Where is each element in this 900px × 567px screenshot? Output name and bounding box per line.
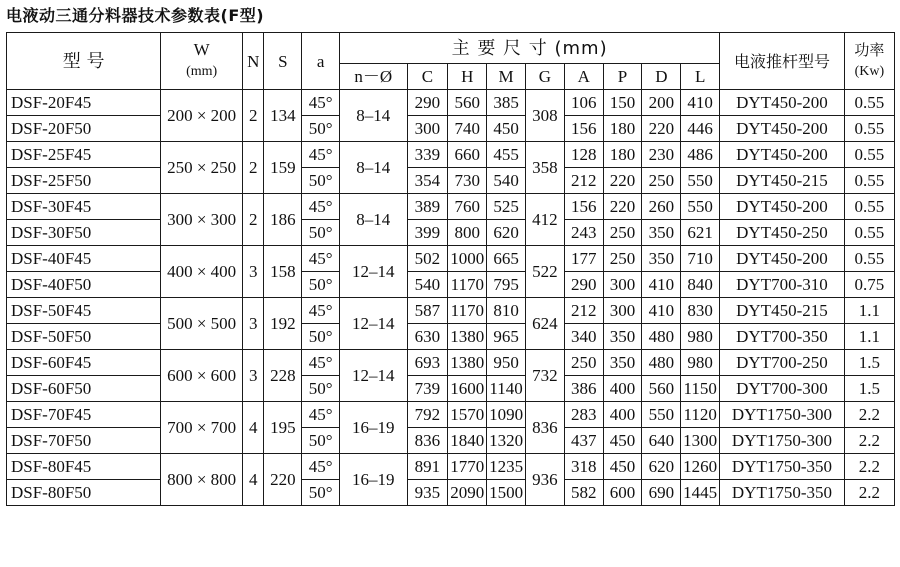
l-cell: 550 <box>681 194 720 220</box>
header-a-dim: A <box>564 64 603 90</box>
power-cell: 2.2 <box>844 454 894 480</box>
p-cell: 400 <box>603 402 642 428</box>
a-dim-cell: 243 <box>564 220 603 246</box>
l-cell: 550 <box>681 168 720 194</box>
s-cell: 195 <box>264 402 302 454</box>
table-row <box>7 376 895 402</box>
c-cell: 693 <box>407 350 448 376</box>
c-cell: 389 <box>407 194 448 220</box>
header-n: N <box>243 33 264 90</box>
a-dim-cell: 128 <box>564 142 603 168</box>
c-cell: 792 <box>407 402 448 428</box>
nphi-cell: 8–14 <box>340 90 407 142</box>
l-cell: 710 <box>681 246 720 272</box>
g-cell: 358 <box>525 142 564 194</box>
power-cell: 0.55 <box>844 194 894 220</box>
g-cell: 732 <box>525 350 564 402</box>
d-cell: 550 <box>642 402 681 428</box>
actuator-cell: DYT450-200 <box>720 246 845 272</box>
l-cell: 840 <box>681 272 720 298</box>
m-cell: 620 <box>487 220 526 246</box>
nphi-cell: 16–19 <box>340 454 407 506</box>
actuator-cell: DYT1750-300 <box>720 428 845 454</box>
l-cell: 486 <box>681 142 720 168</box>
h-cell: 730 <box>448 168 487 194</box>
a-dim-cell: 212 <box>564 168 603 194</box>
model-cell: DSF-20F50 <box>7 116 161 142</box>
p-cell: 350 <box>603 350 642 376</box>
actuator-cell: DYT1750-350 <box>720 480 845 506</box>
p-cell: 450 <box>603 428 642 454</box>
a-dim-cell: 250 <box>564 350 603 376</box>
d-cell: 560 <box>642 376 681 402</box>
d-cell: 350 <box>642 246 681 272</box>
l-cell: 1445 <box>681 480 720 506</box>
nphi-cell: 8–14 <box>340 194 407 246</box>
m-cell: 455 <box>487 142 526 168</box>
actuator-cell: DYT700-250 <box>720 350 845 376</box>
actuator-cell: DYT1750-300 <box>720 402 845 428</box>
g-cell: 624 <box>525 298 564 350</box>
h-cell: 1840 <box>448 428 487 454</box>
power-cell: 1.1 <box>844 298 894 324</box>
h-cell: 1380 <box>448 350 487 376</box>
table-row <box>7 194 895 220</box>
n-cell: 3 <box>243 298 264 350</box>
c-cell: 935 <box>407 480 448 506</box>
n-cell: 3 <box>243 246 264 298</box>
c-cell: 300 <box>407 116 448 142</box>
angle-cell: 45° <box>302 402 340 428</box>
table-row <box>7 402 895 428</box>
g-cell: 836 <box>525 402 564 454</box>
header-w-label: W <box>193 40 210 59</box>
table-row <box>7 350 895 376</box>
a-dim-cell: 386 <box>564 376 603 402</box>
power-cell: 2.2 <box>844 402 894 428</box>
d-cell: 690 <box>642 480 681 506</box>
g-cell: 936 <box>525 454 564 506</box>
angle-cell: 45° <box>302 298 340 324</box>
a-dim-cell: 290 <box>564 272 603 298</box>
table-row <box>7 168 895 194</box>
header-s: S <box>264 33 302 90</box>
power-cell: 0.55 <box>844 90 894 116</box>
l-cell: 621 <box>681 220 720 246</box>
p-cell: 250 <box>603 220 642 246</box>
header-model: 型 号 <box>7 33 161 90</box>
l-cell: 410 <box>681 90 720 116</box>
n-cell: 4 <box>243 454 264 506</box>
d-cell: 640 <box>642 428 681 454</box>
model-cell: DSF-70F45 <box>7 402 161 428</box>
w-cell: 800 × 800 <box>161 454 243 506</box>
a-dim-cell: 340 <box>564 324 603 350</box>
angle-cell: 50° <box>302 272 340 298</box>
table-row <box>7 428 895 454</box>
power-cell: 2.2 <box>844 428 894 454</box>
angle-cell: 50° <box>302 428 340 454</box>
n-cell: 2 <box>243 194 264 246</box>
l-cell: 830 <box>681 298 720 324</box>
angle-cell: 50° <box>302 480 340 506</box>
s-cell: 192 <box>264 298 302 350</box>
m-cell: 950 <box>487 350 526 376</box>
d-cell: 250 <box>642 168 681 194</box>
angle-cell: 50° <box>302 168 340 194</box>
d-cell: 230 <box>642 142 681 168</box>
model-cell: DSF-30F50 <box>7 220 161 246</box>
c-cell: 399 <box>407 220 448 246</box>
table-row <box>7 272 895 298</box>
m-cell: 540 <box>487 168 526 194</box>
d-cell: 410 <box>642 272 681 298</box>
header-d: D <box>642 64 681 90</box>
c-cell: 587 <box>407 298 448 324</box>
p-cell: 350 <box>603 324 642 350</box>
h-cell: 1170 <box>448 298 487 324</box>
h-cell: 1600 <box>448 376 487 402</box>
m-cell: 1500 <box>487 480 526 506</box>
h-cell: 660 <box>448 142 487 168</box>
l-cell: 1150 <box>681 376 720 402</box>
header-main-dim: 主 要 尺 寸 (mm) <box>340 33 720 64</box>
table-row <box>7 480 895 506</box>
d-cell: 200 <box>642 90 681 116</box>
model-cell: DSF-80F45 <box>7 454 161 480</box>
actuator-cell: DYT450-200 <box>720 142 845 168</box>
l-cell: 1300 <box>681 428 720 454</box>
angle-cell: 50° <box>302 376 340 402</box>
p-cell: 300 <box>603 272 642 298</box>
table-row <box>7 246 895 272</box>
actuator-cell: DYT700-350 <box>720 324 845 350</box>
model-cell: DSF-60F45 <box>7 350 161 376</box>
angle-cell: 50° <box>302 324 340 350</box>
actuator-cell: DYT450-200 <box>720 194 845 220</box>
h-cell: 740 <box>448 116 487 142</box>
model-cell: DSF-30F45 <box>7 194 161 220</box>
a-dim-cell: 156 <box>564 194 603 220</box>
nphi-cell: 12–14 <box>340 350 407 402</box>
d-cell: 620 <box>642 454 681 480</box>
spec-table-body <box>7 90 895 506</box>
nphi-cell: 12–14 <box>340 298 407 350</box>
header-a: a <box>302 33 340 90</box>
c-cell: 891 <box>407 454 448 480</box>
angle-cell: 45° <box>302 142 340 168</box>
p-cell: 220 <box>603 168 642 194</box>
m-cell: 1090 <box>487 402 526 428</box>
spec-table <box>6 32 895 506</box>
table-row <box>7 298 895 324</box>
model-cell: DSF-40F50 <box>7 272 161 298</box>
c-cell: 630 <box>407 324 448 350</box>
nphi-cell: 8–14 <box>340 142 407 194</box>
p-cell: 150 <box>603 90 642 116</box>
power-cell: 0.55 <box>844 168 894 194</box>
w-cell: 200 × 200 <box>161 90 243 142</box>
s-cell: 159 <box>264 142 302 194</box>
table-row <box>7 324 895 350</box>
a-dim-cell: 318 <box>564 454 603 480</box>
n-cell: 2 <box>243 142 264 194</box>
actuator-cell: DYT1750-350 <box>720 454 845 480</box>
a-dim-cell: 106 <box>564 90 603 116</box>
d-cell: 220 <box>642 116 681 142</box>
nphi-cell: 12–14 <box>340 246 407 298</box>
m-cell: 1140 <box>487 376 526 402</box>
model-cell: DSF-50F50 <box>7 324 161 350</box>
model-cell: DSF-40F45 <box>7 246 161 272</box>
actuator-cell: DYT450-200 <box>720 90 845 116</box>
nphi-cell: 16–19 <box>340 402 407 454</box>
header-m: M <box>487 64 526 90</box>
n-cell: 4 <box>243 402 264 454</box>
m-cell: 1320 <box>487 428 526 454</box>
c-cell: 502 <box>407 246 448 272</box>
table-row <box>7 90 895 116</box>
header-nphi: n－Ø <box>340 64 407 90</box>
h-cell: 760 <box>448 194 487 220</box>
h-cell: 1000 <box>448 246 487 272</box>
m-cell: 665 <box>487 246 526 272</box>
actuator-cell: DYT700-310 <box>720 272 845 298</box>
angle-cell: 50° <box>302 220 340 246</box>
d-cell: 480 <box>642 350 681 376</box>
c-cell: 739 <box>407 376 448 402</box>
c-cell: 290 <box>407 90 448 116</box>
a-dim-cell: 156 <box>564 116 603 142</box>
l-cell: 980 <box>681 350 720 376</box>
actuator-cell: DYT450-200 <box>720 116 845 142</box>
m-cell: 810 <box>487 298 526 324</box>
c-cell: 540 <box>407 272 448 298</box>
power-cell: 1.1 <box>844 324 894 350</box>
angle-cell: 45° <box>302 350 340 376</box>
w-cell: 600 × 600 <box>161 350 243 402</box>
m-cell: 525 <box>487 194 526 220</box>
header-power <box>844 33 894 90</box>
m-cell: 795 <box>487 272 526 298</box>
h-cell: 1170 <box>448 272 487 298</box>
g-cell: 522 <box>525 246 564 298</box>
l-cell: 1120 <box>681 402 720 428</box>
header-c: C <box>407 64 448 90</box>
m-cell: 965 <box>487 324 526 350</box>
header-actuator: 电液推杆型号 <box>720 33 845 90</box>
power-cell: 1.5 <box>844 376 894 402</box>
w-cell: 400 × 400 <box>161 246 243 298</box>
w-cell: 250 × 250 <box>161 142 243 194</box>
table-row <box>7 454 895 480</box>
header-w <box>161 33 243 90</box>
a-dim-cell: 177 <box>564 246 603 272</box>
header-power-unit: (Kw) <box>854 64 885 79</box>
w-cell: 700 × 700 <box>161 402 243 454</box>
m-cell: 385 <box>487 90 526 116</box>
h-cell: 1770 <box>448 454 487 480</box>
actuator-cell: DYT700-300 <box>720 376 845 402</box>
s-cell: 220 <box>264 454 302 506</box>
c-cell: 836 <box>407 428 448 454</box>
d-cell: 410 <box>642 298 681 324</box>
power-cell: 2.2 <box>844 480 894 506</box>
actuator-cell: DYT450-250 <box>720 220 845 246</box>
model-cell: DSF-20F45 <box>7 90 161 116</box>
s-cell: 228 <box>264 350 302 402</box>
page-title: 电液动三通分料器技术参数表(F型) <box>6 6 265 25</box>
header-w-unit: (mm) <box>186 64 218 79</box>
h-cell: 2090 <box>448 480 487 506</box>
actuator-cell: DYT450-215 <box>720 298 845 324</box>
s-cell: 158 <box>264 246 302 298</box>
header-l: L <box>681 64 720 90</box>
l-cell: 980 <box>681 324 720 350</box>
n-cell: 3 <box>243 350 264 402</box>
h-cell: 1380 <box>448 324 487 350</box>
power-cell: 0.55 <box>844 142 894 168</box>
model-cell: DSF-25F45 <box>7 142 161 168</box>
angle-cell: 45° <box>302 90 340 116</box>
model-cell: DSF-25F50 <box>7 168 161 194</box>
model-cell: DSF-50F45 <box>7 298 161 324</box>
w-cell: 300 × 300 <box>161 194 243 246</box>
a-dim-cell: 582 <box>564 480 603 506</box>
s-cell: 134 <box>264 90 302 142</box>
a-dim-cell: 437 <box>564 428 603 454</box>
header-power-label: 功率 <box>854 41 885 59</box>
m-cell: 1235 <box>487 454 526 480</box>
g-cell: 412 <box>525 194 564 246</box>
table-row <box>7 116 895 142</box>
h-cell: 560 <box>448 90 487 116</box>
p-cell: 450 <box>603 454 642 480</box>
w-cell: 500 × 500 <box>161 298 243 350</box>
table-row <box>7 142 895 168</box>
a-dim-cell: 212 <box>564 298 603 324</box>
angle-cell: 50° <box>302 116 340 142</box>
angle-cell: 45° <box>302 246 340 272</box>
power-cell: 0.55 <box>844 246 894 272</box>
power-cell: 0.55 <box>844 220 894 246</box>
p-cell: 180 <box>603 142 642 168</box>
model-cell: DSF-60F50 <box>7 376 161 402</box>
d-cell: 260 <box>642 194 681 220</box>
power-cell: 1.5 <box>844 350 894 376</box>
p-cell: 180 <box>603 116 642 142</box>
angle-cell: 45° <box>302 194 340 220</box>
a-dim-cell: 283 <box>564 402 603 428</box>
n-cell: 2 <box>243 90 264 142</box>
header-p: P <box>603 64 642 90</box>
l-cell: 446 <box>681 116 720 142</box>
p-cell: 600 <box>603 480 642 506</box>
g-cell: 308 <box>525 90 564 142</box>
power-cell: 0.75 <box>844 272 894 298</box>
model-cell: DSF-80F50 <box>7 480 161 506</box>
angle-cell: 45° <box>302 454 340 480</box>
c-cell: 339 <box>407 142 448 168</box>
d-cell: 350 <box>642 220 681 246</box>
d-cell: 480 <box>642 324 681 350</box>
header-h: H <box>448 64 487 90</box>
power-cell: 0.55 <box>844 116 894 142</box>
c-cell: 354 <box>407 168 448 194</box>
p-cell: 220 <box>603 194 642 220</box>
h-cell: 800 <box>448 220 487 246</box>
h-cell: 1570 <box>448 402 487 428</box>
p-cell: 300 <box>603 298 642 324</box>
p-cell: 400 <box>603 376 642 402</box>
p-cell: 250 <box>603 246 642 272</box>
m-cell: 450 <box>487 116 526 142</box>
table-row <box>7 220 895 246</box>
model-cell: DSF-70F50 <box>7 428 161 454</box>
actuator-cell: DYT450-215 <box>720 168 845 194</box>
header-g: G <box>525 64 564 90</box>
l-cell: 1260 <box>681 454 720 480</box>
s-cell: 186 <box>264 194 302 246</box>
